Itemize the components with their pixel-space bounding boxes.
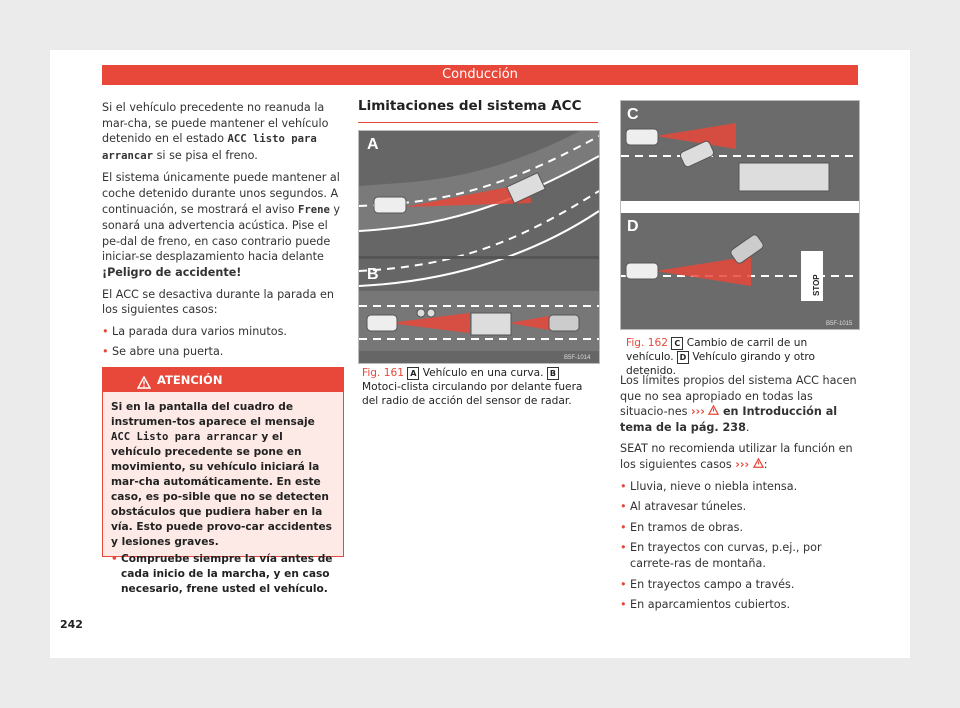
list-item: • Al atravesar túneles. xyxy=(620,499,858,515)
chapter-header: Conducción xyxy=(102,65,858,85)
figure-label-b: B xyxy=(367,266,379,283)
figure-162-caption: Fig. 162 C Cambio de carril de un vehículo. D Vehículo girando y otro detenido. xyxy=(626,337,815,377)
section-title: Limitaciones del sistema ACC xyxy=(358,98,598,123)
list-item: • La parada dura varios minutos. xyxy=(102,324,344,340)
bullet-list xyxy=(102,324,344,360)
figure-label-d: D xyxy=(627,218,639,235)
display-message: ACC Listo para arrancar xyxy=(111,431,258,443)
paragraph: El sistema únicamente puede mantener al coche detenido durante unos segundos. A continuación, se mostrará el aviso Frene y sonará una advertencia acústica. Pise el pe-dal de freno, en caso contrario puede iniciar-se desplazamiento hacia delante ¡Peligro de accidente! xyxy=(102,171,341,279)
reference-arrows-icon: ››› xyxy=(690,405,705,419)
list-item: • En trayectos con curvas, p.ej., por carrete-ras de montaña. xyxy=(620,540,858,571)
list-item: • En tramos de obras. xyxy=(620,520,858,536)
list-item: • Se abre una puerta. xyxy=(102,344,344,360)
warning-body: Si en la pantalla del cuadro de instrumen-tos aparece el mensaje ACC Listo para arrancar y el vehículo precedente se pone en movimiento, su vehículo iniciará la mar-cha automáticamente. En este caso, es po-sible que no se detecten obstáculos que pudiera haber en la vía. Esto puede provo-car accidentes y lesiones graves. • Compruebe siempre la vía antes de cada inicio de la marcha, y en caso necesario, frene usted el vehículo. xyxy=(103,392,343,597)
figure-key-b: B xyxy=(547,367,559,380)
warning-triangle-icon xyxy=(137,373,151,397)
list-item: • Lluvia, nieve o niebla intensa. xyxy=(620,479,858,495)
bullet-list xyxy=(111,552,335,597)
warning-header: ATENCIÓN xyxy=(103,368,343,392)
cross-reference-link[interactable]: en Introducción al tema de la pág. 238 xyxy=(620,405,838,434)
figure-key-c: C xyxy=(671,337,683,350)
page-number: 242 xyxy=(60,618,83,631)
display-message: ACC listo para arrancar xyxy=(102,133,317,162)
paragraph: El ACC se desactiva durante la parada en los siguientes casos: xyxy=(102,287,334,317)
figure-label-c: C xyxy=(627,106,639,123)
warning-triangle-icon xyxy=(708,405,719,418)
list-item: • En trayectos campo a través. xyxy=(620,577,858,593)
reference-arrows-icon: ››› xyxy=(735,457,750,471)
list-item: • En aparcamientos cubiertos. xyxy=(620,597,858,613)
figure-162 xyxy=(620,100,860,330)
figure-161-caption: Fig. 161 A Vehículo en una curva. B Motoci-clista circulando por delante fuera del radio de acción del sensor de radar. xyxy=(362,367,583,407)
list-item: • Compruebe siempre la vía antes de cada inicio de la marcha, y en caso necesario, frene usted el vehículo. xyxy=(111,552,335,597)
paragraph: SEAT no recomienda utilizar la función en los siguientes casos ››› : xyxy=(620,442,853,471)
figure-label-a: A xyxy=(367,136,379,153)
paragraph: Los límites propios del sistema ACC hacen que no sea apropiado en todas las situacio-nes ››› en Introducción al tema de la pág. 238. xyxy=(620,374,857,434)
warning-triangle-icon xyxy=(753,458,764,471)
paragraph: Si el vehículo precedente no reanuda la mar-cha, se puede mantener el vehículo detenido en el estado ACC listo para arrancar si se pisa el freno. xyxy=(102,101,329,162)
bullet-list xyxy=(620,479,858,613)
manual-page xyxy=(50,50,910,658)
danger-text: ¡Peligro de accidente! xyxy=(102,265,242,279)
figure-key-d: D xyxy=(677,351,689,364)
figure-161 xyxy=(358,130,600,364)
figure-key-a: A xyxy=(407,367,419,380)
figure-code: B5F-1015 xyxy=(826,321,853,327)
stop-sign-text: STOP xyxy=(812,274,821,296)
left-column xyxy=(102,100,344,366)
right-column xyxy=(620,373,858,619)
figure-code: B5F-1014 xyxy=(564,355,591,361)
display-message: Frene xyxy=(297,203,330,216)
warning-box xyxy=(102,367,344,595)
